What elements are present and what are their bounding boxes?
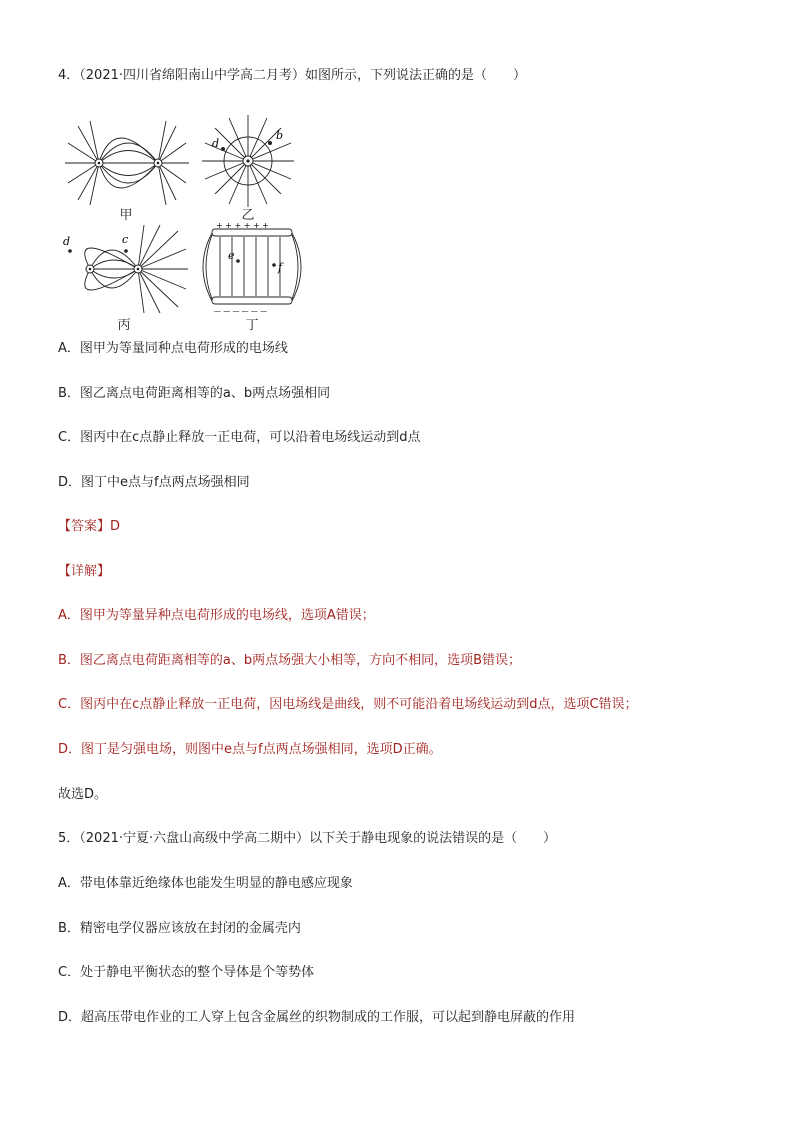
figure-jia [62, 118, 192, 208]
label-e: e [228, 249, 235, 262]
q4-option-c: C．图丙中在c点静止释放一正电荷，可以沿着电场线运动到d点 [58, 430, 421, 445]
q4-option-a: A．图甲为等量同种点电荷形成的电场线 [58, 341, 288, 356]
field-lines-figure [58, 113, 308, 333]
q5-option-c: C．处于静电平衡状态的整个导体是个等势体 [58, 965, 315, 980]
detail-c: C．图丙中在c点静止释放一正电荷，因电场线是曲线，则不可能沿着电场线运动到d点，选项C错误； [58, 697, 638, 712]
answer-label: 【答案】 [58, 519, 111, 534]
caption-jia: 甲 [119, 208, 133, 223]
figure-ding [198, 223, 306, 315]
q5-option-d: D．超高压带电作业的工人穿上包含金属丝的织物制成的工作服，可以起到静电屏蔽的作用 [58, 1010, 576, 1025]
q5-option-b: B．精密电学仪器应该放在封闭的金属壳内 [58, 921, 301, 936]
plate-minus: — — — — — — [214, 307, 268, 315]
answer-value: D [110, 519, 121, 534]
q4-option-d: D．图丁中e点与f点两点场强相同 [58, 475, 250, 490]
plate-plus: + + + + + + [216, 223, 269, 230]
label-d-yi: d [212, 137, 220, 150]
q5-option-a: A．带电体靠近绝缘体也能发生明显的静电感应现象 [58, 876, 353, 891]
label-c: c [122, 233, 129, 246]
figure-yi [198, 113, 298, 209]
q5-stem: 5．（2021·宁夏·六盘山高级中学高二期中）以下关于静电现象的说法错误的是（ ） [58, 831, 557, 846]
conclusion: 故选D。 [58, 787, 108, 802]
q4-stem: 4．（2021·四川省绵阳南山中学高二月考）如图所示，下列说法正确的是（ ） [58, 68, 526, 83]
label-d: d [63, 235, 71, 248]
caption-yi: 乙 [241, 208, 255, 223]
answer [58, 518, 120, 536]
q4-option-b: B．图乙离点电荷距离相等的a、b两点场强相同 [58, 386, 331, 401]
detail-label: 【详解】 [58, 564, 111, 579]
caption-ding: 丁 [245, 318, 259, 333]
figure-bing [60, 223, 192, 315]
detail-b: B．图乙离点电荷距离相等的a、b两点场强大小相等，方向不相同，选项B错误； [58, 653, 522, 668]
caption-bing: 丙 [117, 318, 131, 333]
label-b: b [276, 129, 284, 142]
detail-d: D．图丁是匀强电场，则图中e点与f点两点场强相同，选项D正确。 [58, 742, 442, 757]
detail-a: A．图甲为等量异种点电荷形成的电场线，选项A错误； [58, 608, 375, 623]
label-f: f [278, 261, 283, 274]
